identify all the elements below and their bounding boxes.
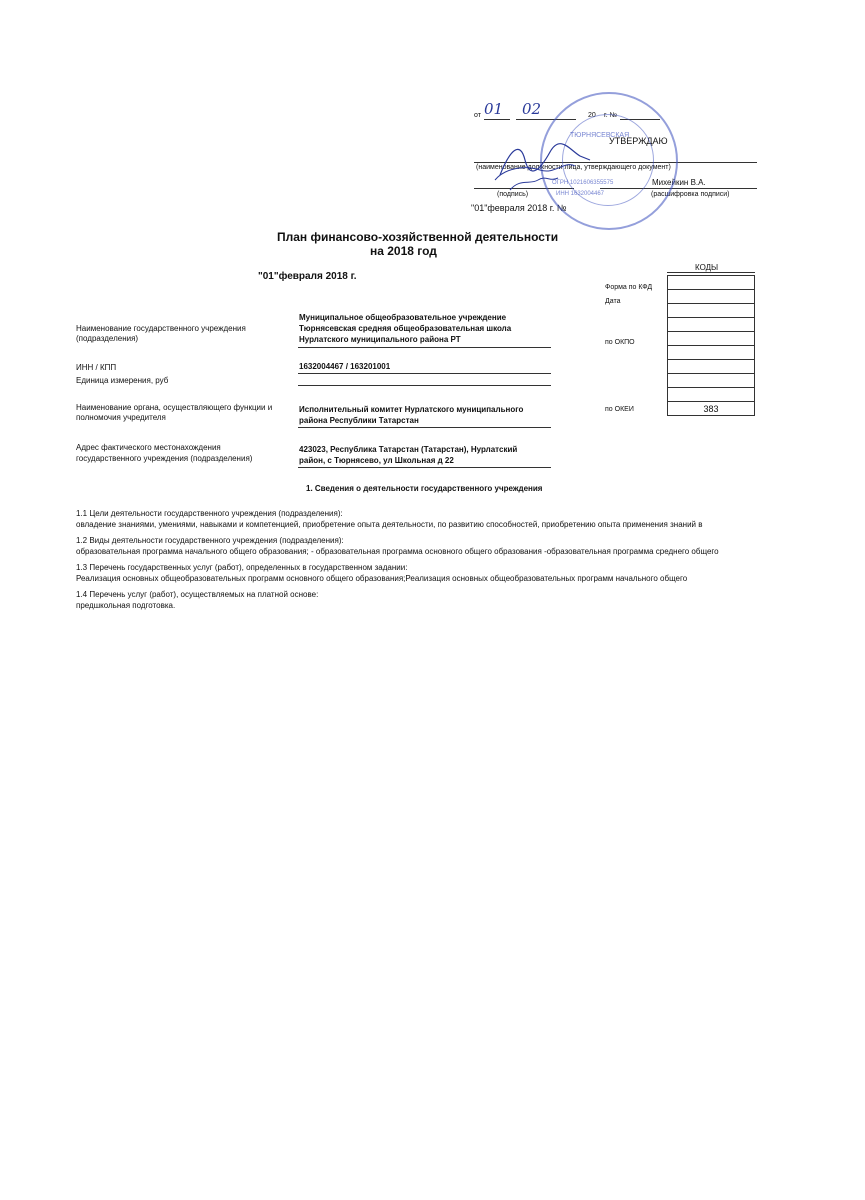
code-cell [668, 374, 755, 388]
section-item-heading: 1.4 Перечень услуг (работ), осуществляемых на платной основе: [76, 590, 319, 599]
codes-header: КОДЫ [695, 263, 719, 272]
okpo-label: по ОКПО [605, 339, 635, 346]
institution-value-line3: Нурлатского муниципального района РТ [299, 335, 461, 344]
address-value-line1: 423023, Республика Татарстан (Татарстан), Нурлатский [299, 445, 518, 454]
approval-date-prefix: от [474, 112, 481, 119]
address-value-line2: район, с Тюрнясево, ул Школьная д 22 [299, 456, 454, 465]
section-item-text: овладение знаниями, умениями, навыками и компетенцией, приобретение опыта деятельности, по развитию способностей, приобретению опыта применения знаний в [76, 520, 703, 529]
plan-title: План финансово-хозяйственной деятельности [277, 230, 559, 244]
approval-year-prefix: 20 [588, 112, 596, 119]
approval-date: "01"февраля 2018 г. № [471, 203, 567, 213]
founder-label-line2: полномочия учредителя [76, 413, 166, 422]
position-caption: (наименование должности лица, утверждающего документ) [476, 164, 671, 171]
plan-year: на 2018 год [370, 244, 437, 258]
unit-label: Единица измерения, руб [76, 376, 169, 385]
founder-label-line1: Наименование органа, осуществляющего функции и [76, 403, 273, 412]
approve-label: УТВЕРЖДАЮ [609, 136, 668, 146]
section-item-text: образовательная программа начального общего образования; - образовательная программа основного общего образования -образовательная программа среднего общего [76, 547, 719, 556]
section-item-heading: 1.3 Перечень государственных услуг (работ), определенных в государственном задании: [76, 563, 408, 572]
address-label-line1: Адрес фактического местонахождения [76, 443, 221, 452]
institution-value-line1: Муниципальное общеобразовательное учреждение [299, 313, 507, 322]
code-okei-cell: 383 [668, 402, 755, 416]
code-cell [668, 346, 755, 360]
form-kfd-label: Форма по КФД [605, 284, 653, 291]
section-item-heading: 1.2 Виды деятельности государственного учреждения (подразделения): [76, 536, 344, 545]
signature-caption: (подпись) [497, 191, 529, 198]
inn-kpp-value: 1632004467 / 163201001 [299, 362, 391, 371]
address-label-line2: государственного учреждения (подразделения) [76, 454, 253, 463]
approval-date-day: 01 [484, 100, 504, 118]
code-form-cell [668, 276, 755, 290]
section-title: 1. Сведения о деятельности государственного учреждения [306, 484, 543, 493]
signer-name: Михейкин В.А. [652, 178, 706, 187]
signature-scribble-icon [480, 130, 600, 200]
founder-value-line2: района Республики Татарстан [299, 416, 419, 425]
plan-date: "01"февраля 2018 г. [258, 271, 357, 282]
inn-kpp-label: ИНН / КПП [76, 363, 117, 372]
codes-table [667, 275, 755, 416]
code-cell [668, 304, 755, 318]
approval-year-suffix: г. № [604, 112, 618, 119]
institution-label-line2: (подразделения) [76, 334, 139, 343]
stamp-ogrn: ОГРН 1021606355575 [552, 180, 614, 186]
code-cell [668, 388, 755, 402]
section-item-heading: 1.1 Цели деятельности государственного учреждения (подразделения): [76, 509, 343, 518]
institution-value-line2: Тюрнясевская средняя общеобразовательная школа [299, 324, 512, 333]
okei-label: по ОКЕИ [605, 406, 634, 413]
founder-value-line1: Исполнительный комитет Нурлатского муниципального [299, 405, 524, 414]
code-okpo-cell [668, 332, 755, 346]
code-cell [668, 318, 755, 332]
date-label: Дата [605, 298, 621, 305]
code-cell [668, 360, 755, 374]
stamp-inn: ИНН 1632004467 [556, 191, 605, 197]
section-item-text: предшкольная подготовка. [76, 601, 176, 610]
code-date-cell [668, 290, 755, 304]
decoding-caption: (расшифровка подписи) [651, 191, 730, 198]
institution-label-line1: Наименование государственного учреждения [76, 324, 246, 333]
approval-date-month: 02 [522, 100, 542, 118]
stamp-org-name: ТЮРНЯСЕВСКАЯ [570, 132, 630, 139]
section-item-text: Реализация основных общеобразовательных программ основного общего образования;Реализация основных общеобразовательных программ начального общего [76, 574, 688, 583]
